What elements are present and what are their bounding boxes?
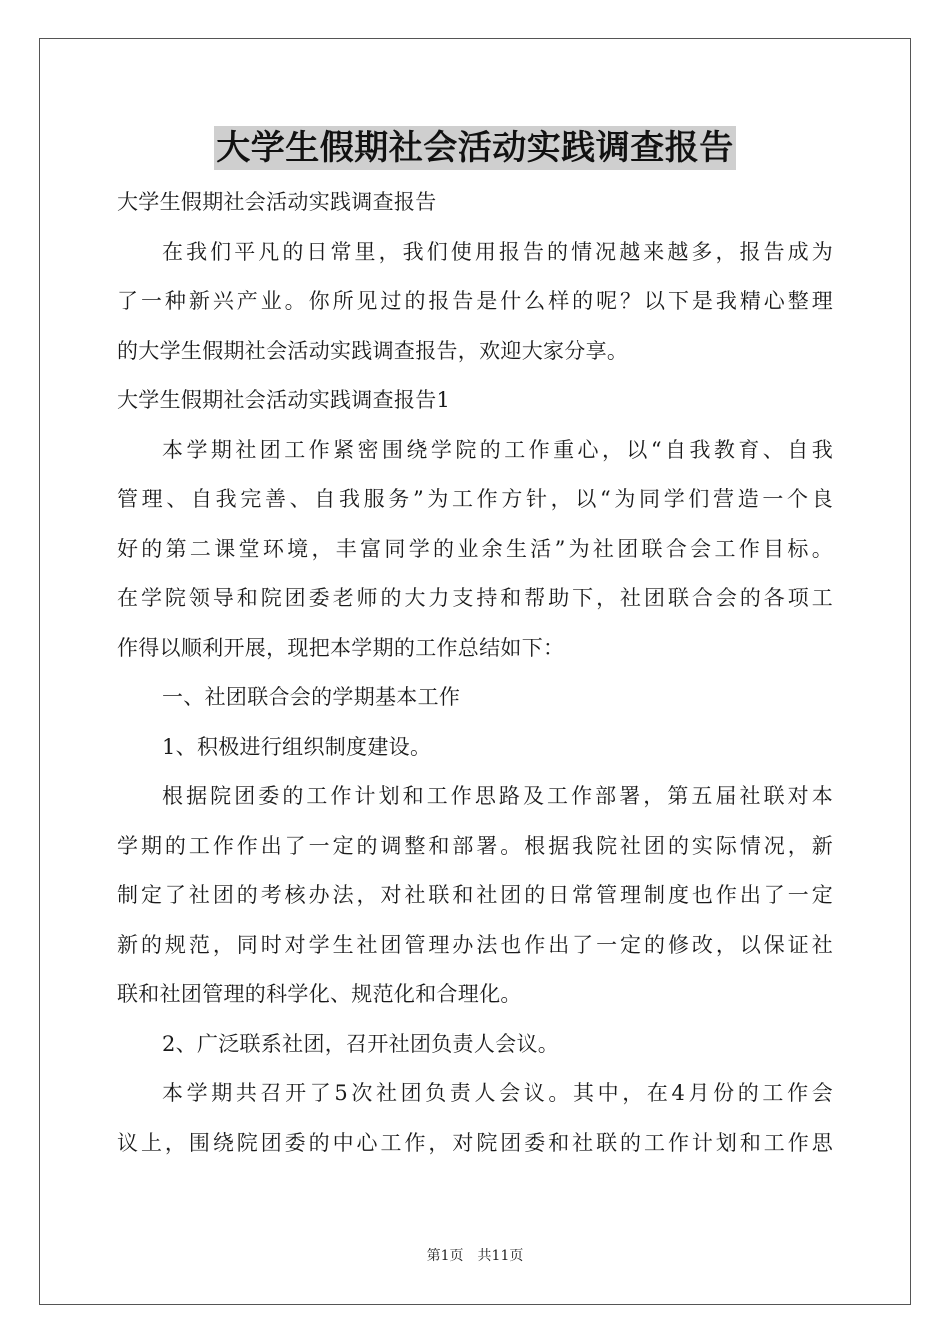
text-line: 在学院领导和院团委老师的大力支持和帮助下，社团联合会的各项工 (117, 586, 833, 610)
text-line: 作得以顺利开展，现把本学期的工作总结如下： (117, 635, 565, 660)
text-line: 好的第二课堂环境，丰富同学的业余生活”为社团联合会工作目标。 (117, 536, 833, 561)
text-line: 根据院团委的工作计划和工作思路及工作部署，第五届社联对本 (162, 784, 833, 808)
text-line: 本学期社团工作紧密围绕学院的工作重心，以“自我教育、自我 (162, 437, 833, 462)
text-line: 大学生假期社会活动实践调查报告 (117, 190, 437, 214)
text-line: 一、社团联合会的学期基本工作 (162, 685, 461, 709)
text-line: 了一种新兴产业。你所见过的报告是什么样的呢？以下是我精心整理 (117, 289, 833, 313)
text-line: 联和社团管理的科学化、规范化和合理化。 (117, 982, 522, 1006)
text-line: 管理、自我完善、自我服务”为工作方针，以“为同学们营造一个良 (117, 487, 833, 511)
text-line: 的大学生假期社会活动实践调查报告，欢迎大家分享。 (117, 338, 629, 363)
text-line: 1、积极进行组织制度建设。 (162, 734, 432, 759)
page-number: 第1页 (426, 1248, 464, 1264)
page-footer (0, 1245, 950, 1265)
title-container (0, 126, 950, 170)
document-title: 大学生假期社会活动实践调查报告 (216, 128, 734, 168)
text-line: 新的规范，同时对学生社团管理办法也作出了一定的修改，以保证社 (117, 932, 833, 957)
text-line: 学期的工作作出了一定的调整和部署。根据我院社团的实际情况，新 (117, 833, 833, 858)
text-line: 制定了社团的考核办法，对社联和社团的日常管理制度也作出了一定 (117, 883, 833, 907)
page-total: 共11页 (477, 1248, 524, 1264)
text-line: 本学期共召开了5次社团负责人会议。其中，在4月份的工作会 (162, 1081, 833, 1105)
text-line: 议上，围绕院团委的中心工作，对院团委和社联的工作计划和工作思 (117, 1130, 833, 1155)
text-line: 大学生假期社会活动实践调查报告1 (117, 388, 451, 412)
document-body (117, 178, 833, 1168)
text-line: 2、广泛联系社团，召开社团负责人会议。 (162, 1031, 560, 1056)
text-line: 在我们平凡的日常里，我们使用报告的情况越来越多，报告成为 (162, 239, 833, 264)
